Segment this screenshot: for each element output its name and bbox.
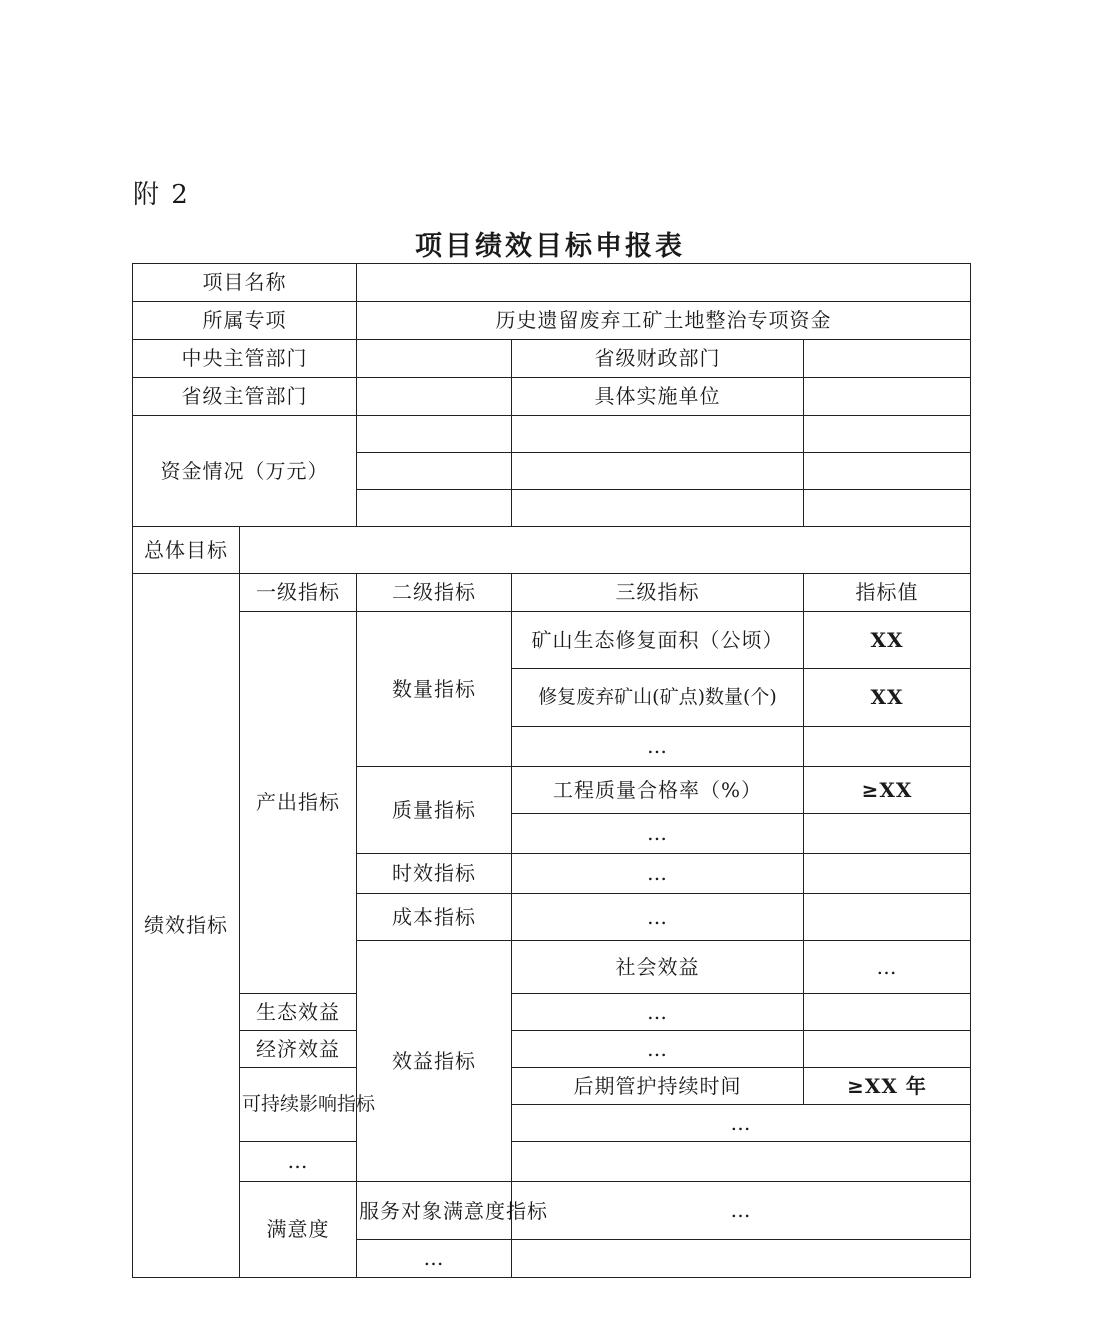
header-level3: 三级指标	[512, 574, 804, 612]
cost-value[interactable]	[804, 894, 971, 941]
table-row	[133, 994, 971, 1031]
service-satisfaction-more-label: …	[512, 1182, 971, 1240]
provincial-dept-row	[133, 378, 971, 416]
economic-value[interactable]	[804, 1031, 971, 1068]
economic-benefit-label: 经济效益	[240, 1031, 357, 1068]
special-fund-label: 所属专项	[133, 302, 357, 340]
indicator-header-row	[133, 574, 971, 612]
funding-row	[133, 416, 971, 453]
form-title: 项目绩效目标申报表	[415, 231, 685, 262]
ecological-value[interactable]	[804, 994, 971, 1031]
header-level2: 二级指标	[357, 574, 512, 612]
timeliness-more-label: …	[512, 854, 804, 894]
table-row	[133, 1142, 971, 1182]
quantity-more-label: …	[512, 727, 804, 767]
quantity-indicators-label: 数量指标	[357, 612, 512, 767]
overall-goal-field[interactable]	[240, 527, 971, 574]
provincial-dept-field[interactable]	[357, 378, 512, 416]
implementing-unit-field[interactable]	[804, 378, 971, 416]
performance-goal-form	[132, 263, 971, 1278]
quality-indicators-label: 质量指标	[357, 767, 512, 854]
economic-more-label: …	[512, 1031, 804, 1068]
cost-more-label: …	[512, 894, 804, 941]
maintenance-duration-label: 后期管护持续时间	[512, 1068, 804, 1105]
timeliness-indicators-label: 时效指标	[357, 854, 512, 894]
table-row	[133, 1182, 971, 1240]
funding-cell[interactable]	[804, 490, 971, 527]
table-row	[133, 1031, 971, 1068]
provincial-finance-field[interactable]	[804, 340, 971, 378]
benefit-more-label: …	[240, 1142, 357, 1182]
provincial-finance-label: 省级财政部门	[512, 340, 804, 378]
funding-label: 资金情况（万元）	[133, 416, 357, 527]
service-satisfaction-label: 服务对象满意度指标	[357, 1182, 512, 1240]
central-dept-label: 中央主管部门	[133, 340, 357, 378]
cost-indicators-label: 成本指标	[357, 894, 512, 941]
special-fund-row	[133, 302, 971, 340]
maintenance-duration-value: ≥XX 年	[804, 1068, 971, 1105]
funding-cell[interactable]	[804, 453, 971, 490]
header-value: 指标值	[804, 574, 971, 612]
provincial-dept-label: 省级主管部门	[133, 378, 357, 416]
social-more-label: …	[804, 941, 971, 994]
ecological-more-label: …	[512, 994, 804, 1031]
project-name-row	[133, 264, 971, 302]
funding-cell[interactable]	[512, 490, 804, 527]
project-name-label: 项目名称	[133, 264, 357, 302]
funding-cell[interactable]	[357, 453, 512, 490]
special-fund-value: 历史遗留废弃工矿土地整治专项资金	[357, 302, 971, 340]
mine-count-value: XX	[804, 669, 971, 727]
satisfaction-label: 满意度	[240, 1182, 357, 1278]
funding-cell[interactable]	[804, 416, 971, 453]
sustainable-more-label: …	[512, 1105, 971, 1142]
quantity-more-value[interactable]	[804, 727, 971, 767]
central-dept-row	[133, 340, 971, 378]
benefit-indicators-label: 效益指标	[357, 941, 512, 1182]
performance-indicators-label: 绩效指标	[133, 574, 240, 1278]
central-dept-field[interactable]	[357, 340, 512, 378]
header-level1: 一级指标	[240, 574, 357, 612]
funding-cell[interactable]	[512, 453, 804, 490]
output-indicators-label: 产出指标	[240, 612, 357, 994]
attachment-label: 附 2	[133, 180, 190, 210]
table-row	[133, 1068, 971, 1105]
satisfaction-more-field[interactable]	[512, 1240, 971, 1278]
implementing-unit-label: 具体实施单位	[512, 378, 804, 416]
ecological-benefit-label: 生态效益	[240, 994, 357, 1031]
overall-goal-row	[133, 527, 971, 574]
pass-rate-label: 工程质量合格率（%）	[512, 767, 804, 814]
table-row	[133, 612, 971, 669]
mine-area-value: XX	[804, 612, 971, 669]
funding-cell[interactable]	[512, 416, 804, 453]
social-benefit-label: 社会效益	[512, 941, 804, 994]
timeliness-value[interactable]	[804, 854, 971, 894]
mine-area-label: 矿山生态修复面积（公顷）	[512, 612, 804, 669]
sustainable-impact-label: 可持续影响指标	[240, 1068, 357, 1142]
benefit-more-field[interactable]	[512, 1142, 971, 1182]
funding-cell[interactable]	[357, 416, 512, 453]
funding-cell[interactable]	[357, 490, 512, 527]
pass-rate-value: ≥XX	[804, 767, 971, 814]
satisfaction-more-label: …	[357, 1240, 512, 1278]
quality-more-label: …	[512, 814, 804, 854]
mine-count-label: 修复废弃矿山(矿点)数量(个)	[512, 669, 804, 727]
project-name-field[interactable]	[357, 264, 971, 302]
overall-goal-label: 总体目标	[133, 527, 240, 574]
quality-more-value[interactable]	[804, 814, 971, 854]
